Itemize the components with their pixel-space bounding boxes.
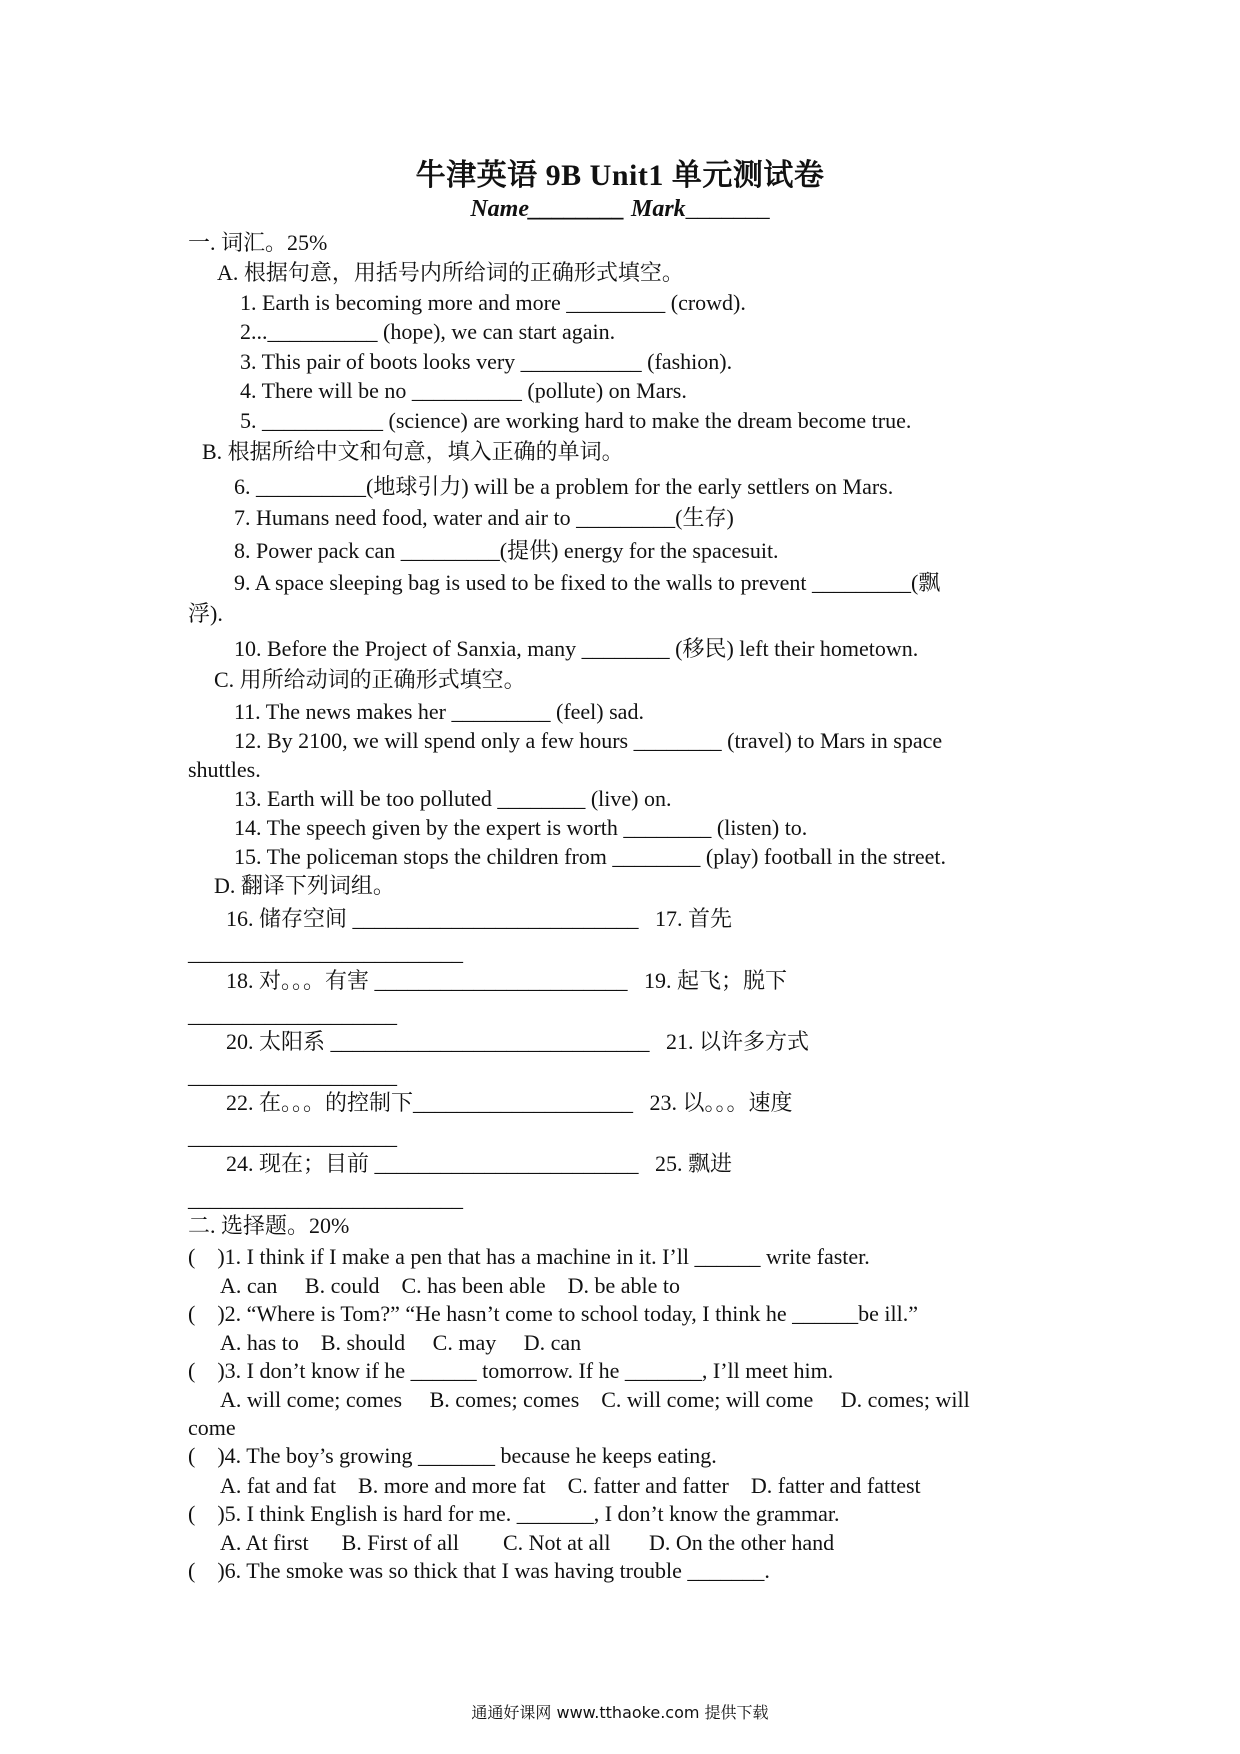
name-blank: ________ — [528, 196, 625, 222]
question-line: 14. The speech given by the expert is worth ________ (listen) to. — [234, 815, 808, 840]
translation-line: 24. 现在；目前 ________________________ 25. 飘进 — [226, 1151, 733, 1176]
translation-line: 22. 在。。。的控制下____________________ 23. 以。。。速度 — [226, 1090, 793, 1115]
question-line: 1. Earth is becoming more and more _________ (crowd). — [240, 290, 746, 315]
question-line: 4. There will be no __________ (pollute) on Mars. — [240, 378, 687, 403]
translation-line: 18. 对。。。有害 _______________________ 19. 起飞；脱下 — [226, 968, 788, 993]
question-line: 11. The news makes her _________ (feel) sad. — [234, 699, 644, 724]
choice-options: A. will come; comes B. comes; comes C. will come; will come D. comes; will — [220, 1387, 970, 1412]
question-line: 9. A space sleeping bag is used to be fixed to the walls to prevent _________(飘 — [234, 570, 941, 595]
mark-blank: _______ — [685, 196, 770, 222]
mark-label: Mark — [630, 196, 686, 222]
question-line: 5. ___________ (science) are working hard to make the dream become true. — [240, 408, 912, 433]
translation-line: 16. 储存空间 __________________________ 17. 首先 — [226, 906, 733, 931]
footer-credit: 通通好课网 www.tthaoke.com 提供下载 — [471, 1703, 769, 1722]
answer-line: ___________________ — [188, 1002, 397, 1027]
question-line-continued: 浮). — [188, 601, 223, 626]
name-label: Name — [470, 196, 529, 222]
subsection-heading: B. 根据所给中文和句意，填入正确的单词。 — [202, 439, 624, 464]
question-line: 7. Humans need food, water and air to _________(生存) — [234, 505, 734, 530]
choice-question: ( )1. I think if I make a pen that has a machine in it. I’ll ______ write faster. — [188, 1244, 870, 1269]
question-line-continued: shuttles. — [188, 757, 261, 782]
choice-question: ( )5. I think English is hard for me. _______, I don’t know the grammar. — [188, 1501, 840, 1526]
choice-question: ( )6. The smoke was so thick that I was having trouble _______. — [188, 1558, 770, 1583]
subsection-heading: D. 翻译下列词组。 — [214, 873, 395, 898]
question-line: 8. Power pack can _________(提供) energy for the spacesuit. — [234, 538, 779, 563]
choice-question: ( )4. The boy’s growing _______ because he keeps eating. — [188, 1443, 717, 1468]
section-heading: 一. 词汇。25% — [188, 230, 328, 255]
choice-options-continued: come — [188, 1415, 236, 1440]
choice-options: A. fat and fat B. more and more fat C. fatter and fatter D. fatter and fattest — [220, 1473, 921, 1498]
question-line: 10. Before the Project of Sanxia, many ________ (移民) left their hometown. — [234, 636, 919, 661]
choice-question: ( )2. “Where is Tom?” “He hasn’t come to school today, I think he ______be ill.” — [188, 1301, 918, 1326]
choice-options: A. has to B. should C. may D. can — [220, 1330, 582, 1355]
answer-line: ___________________ — [188, 1063, 397, 1088]
subsection-heading: C. 用所给动词的正确形式填空。 — [214, 667, 526, 692]
question-line: 3. This pair of boots looks very ___________ (fashion). — [240, 349, 733, 374]
answer-line: ___________________ — [188, 1124, 397, 1149]
choice-options: A. At first B. First of all C. Not at all D. On the other hand — [220, 1530, 835, 1555]
question-line: 12. By 2100, we will spend only a few hours ________ (travel) to Mars in space — [234, 728, 943, 753]
subsection-heading: A. 根据句意，用括号内所给词的正确形式填空。 — [217, 260, 684, 285]
name-mark-row — [0, 196, 1240, 223]
answer-line: _________________________ — [188, 1186, 463, 1211]
page-title: 牛津英语 9B Unit1 单元测试卷 — [415, 159, 825, 192]
translation-line: 20. 太阳系 _____________________________ 21. 以许多方式 — [226, 1029, 810, 1054]
question-line: 13. Earth will be too polluted ________ (live) on. — [234, 786, 672, 811]
question-line: 6. __________(地球引力) will be a problem for the early settlers on Mars. — [234, 474, 894, 499]
section-heading: 二. 选择题。20% — [188, 1213, 350, 1238]
choice-options: A. can B. could C. has been able D. be able to — [220, 1273, 681, 1298]
question-line: 15. The policeman stops the children from ________ (play) football in the street. — [234, 844, 946, 869]
choice-question: ( )3. I don’t know if he ______ tomorrow. If he _______, I’ll meet him. — [188, 1358, 834, 1383]
answer-line: _________________________ — [188, 940, 463, 965]
question-line: 2...__________ (hope), we can start again. — [240, 319, 616, 344]
